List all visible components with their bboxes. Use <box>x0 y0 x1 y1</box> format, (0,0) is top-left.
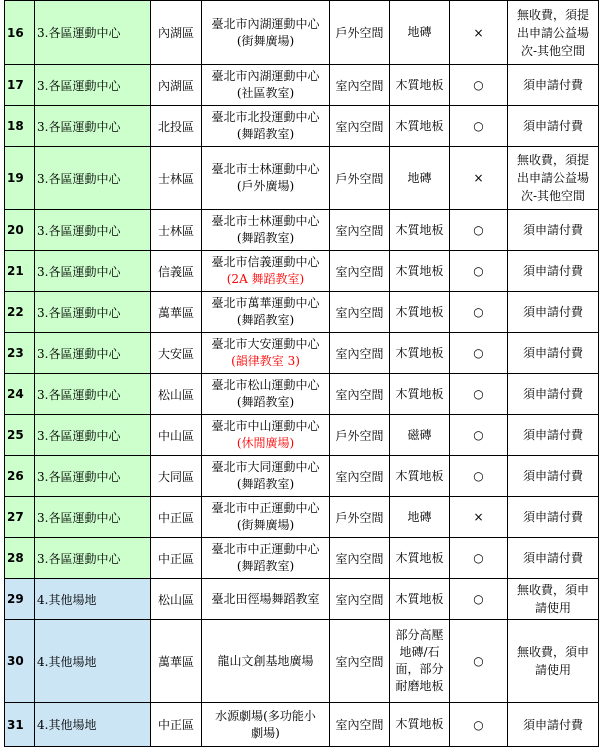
space-type-cell: 室內空間 <box>330 251 390 292</box>
row-number: 26 <box>5 456 35 497</box>
note-cell: 須申請付費 <box>508 415 599 456</box>
table-row <box>5 147 599 210</box>
row-number: 21 <box>5 251 35 292</box>
venue-name-line1: 臺北市北投運動中心 <box>211 110 320 124</box>
category-cell: 3.各區運動中心 <box>35 210 151 251</box>
table-row <box>5 703 599 747</box>
table-row <box>5 415 599 456</box>
venue-name-line2: (舞蹈教室) <box>236 395 295 409</box>
note-line2: 請使用 <box>534 601 571 615</box>
venue-name-cell <box>202 1 330 65</box>
space-type-cell: 戶外空間 <box>330 497 390 538</box>
district-cell: 萬華區 <box>151 292 202 333</box>
category-cell: 3.各區運動中心 <box>35 292 151 333</box>
venue-name-cell <box>202 147 330 210</box>
row-number: 31 <box>5 703 35 747</box>
venue-name-cell: 龍山文創基地廣場 <box>202 620 330 703</box>
row-number: 27 <box>5 497 35 538</box>
note-line1: 無收費，須申 <box>516 583 589 597</box>
table-row <box>5 251 599 292</box>
note-cell: 須申請付費 <box>508 292 599 333</box>
floor-cell: 木質地板 <box>390 538 450 579</box>
availability-mark: ○ <box>450 65 508 106</box>
district-cell: 中正區 <box>151 703 202 747</box>
venue-name-line1: 水源劇場(多功能小 <box>215 708 316 723</box>
space-type-cell: 室內空間 <box>330 620 390 703</box>
venue-name-cell <box>202 251 330 292</box>
row-number: 30 <box>5 620 35 703</box>
availability-mark: × <box>450 497 508 538</box>
floor-cell: 木質地板 <box>390 333 450 374</box>
district-cell: 士林區 <box>151 147 202 210</box>
venue-name-line1: 臺北市大安運動中心 <box>211 337 320 351</box>
floor-line1: 部分高壓 <box>395 628 444 642</box>
table-row <box>5 1 599 65</box>
venue-name-line1: 臺北市信義運動中心 <box>211 255 320 269</box>
table-row <box>5 620 599 703</box>
district-cell: 士林區 <box>151 210 202 251</box>
venue-name-cell <box>202 333 330 374</box>
venue-name-line2: (舞蹈教室) <box>236 313 295 327</box>
venue-name-line2: (休閒廣場) <box>236 436 295 450</box>
venue-name-line1: 臺北市萬華運動中心 <box>211 296 320 310</box>
venue-name-line2: (舞蹈教室) <box>236 559 295 573</box>
category-cell: 3.各區運動中心 <box>35 106 151 147</box>
availability-mark: ○ <box>450 251 508 292</box>
floor-cell: 磁磚 <box>390 415 450 456</box>
floor-cell <box>390 620 450 703</box>
availability-mark: ○ <box>450 703 508 747</box>
floor-cell: 木質地板 <box>390 456 450 497</box>
venue-name-line1: 臺北市大同運動中心 <box>211 460 320 474</box>
venue-name-cell <box>202 497 330 538</box>
row-number: 23 <box>5 333 35 374</box>
floor-cell: 木質地板 <box>390 703 450 747</box>
venue-name-cell <box>202 292 330 333</box>
note-cell: 須申請付費 <box>508 374 599 415</box>
note-cell: 須申請付費 <box>508 106 599 147</box>
category-cell: 4.其他場地 <box>35 620 151 703</box>
space-type-cell: 室內空間 <box>330 456 390 497</box>
venue-name-line1: 臺北市中正運動中心 <box>211 501 320 515</box>
table-row <box>5 106 599 147</box>
venue-table <box>4 0 599 747</box>
floor-cell: 木質地板 <box>390 106 450 147</box>
note-cell: 須申請付費 <box>508 210 599 251</box>
venue-name-line1: 臺北市士林運動中心 <box>211 162 320 176</box>
space-type-cell: 戶外空間 <box>330 147 390 210</box>
category-cell: 4.其他場地 <box>35 703 151 747</box>
note-cell <box>508 147 599 210</box>
district-cell: 萬華區 <box>151 620 202 703</box>
table-row <box>5 456 599 497</box>
venue-name-line2: 劇場) <box>251 725 280 740</box>
table-row <box>5 538 599 579</box>
note-cell: 須申請付費 <box>508 497 599 538</box>
venue-name-line2: (舞蹈教室) <box>236 231 295 245</box>
floor-cell: 木質地板 <box>390 579 450 620</box>
category-cell: 3.各區運動中心 <box>35 333 151 374</box>
floor-line2: 地磚/石 <box>399 645 440 659</box>
category-cell: 3.各區運動中心 <box>35 147 151 210</box>
district-cell: 中山區 <box>151 415 202 456</box>
space-type-cell: 戶外空間 <box>330 415 390 456</box>
availability-mark: × <box>450 1 508 65</box>
row-number: 28 <box>5 538 35 579</box>
availability-mark: ○ <box>450 106 508 147</box>
category-cell: 3.各區運動中心 <box>35 538 151 579</box>
venue-name-line2: (街舞廣場) <box>236 518 295 532</box>
availability-mark: ○ <box>450 333 508 374</box>
note-cell <box>508 1 599 65</box>
venue-name-line2: (戶外廣場) <box>236 179 295 193</box>
floor-cell: 地磚 <box>390 497 450 538</box>
venue-name-line1: 臺北市內湖運動中心 <box>211 16 320 31</box>
table-row <box>5 579 599 620</box>
category-cell: 3.各區運動中心 <box>35 1 151 65</box>
category-cell: 3.各區運動中心 <box>35 374 151 415</box>
availability-mark: ○ <box>450 579 508 620</box>
floor-line4: 耐磨地板 <box>395 679 444 693</box>
note-line2: 出申請公益場 <box>516 171 589 185</box>
note-line3: 次-其他空間 <box>520 43 586 58</box>
venue-name-line1: 臺北市中山運動中心 <box>211 419 320 433</box>
venue-name-line2: (舞蹈教室) <box>236 477 295 491</box>
row-number: 22 <box>5 292 35 333</box>
row-number: 25 <box>5 415 35 456</box>
venue-name-line1: 臺北市內湖運動中心 <box>211 69 320 83</box>
venue-name-cell <box>202 538 330 579</box>
venue-name-cell <box>202 106 330 147</box>
availability-mark: ○ <box>450 210 508 251</box>
venue-name-line2: (韻律教室 3) <box>231 354 300 368</box>
row-number: 16 <box>5 1 35 65</box>
table-row <box>5 65 599 106</box>
district-cell: 大安區 <box>151 333 202 374</box>
availability-mark: ○ <box>450 374 508 415</box>
note-cell: 須申請付費 <box>508 456 599 497</box>
district-cell: 松山區 <box>151 579 202 620</box>
category-cell: 3.各區運動中心 <box>35 497 151 538</box>
district-cell: 內湖區 <box>151 65 202 106</box>
note-line1: 無收費，須提 <box>516 153 589 167</box>
space-type-cell: 室內空間 <box>330 579 390 620</box>
floor-cell: 木質地板 <box>390 251 450 292</box>
table-row <box>5 292 599 333</box>
district-cell: 中正區 <box>151 497 202 538</box>
note-line2: 出申請公益場 <box>516 25 589 40</box>
space-type-cell: 室內空間 <box>330 333 390 374</box>
district-cell: 內湖區 <box>151 1 202 65</box>
row-number: 17 <box>5 65 35 106</box>
availability-mark: × <box>450 147 508 210</box>
venue-name-cell <box>202 65 330 106</box>
space-type-cell: 室內空間 <box>330 703 390 747</box>
district-cell: 北投區 <box>151 106 202 147</box>
note-line1: 無收費，須申 <box>516 645 589 659</box>
venue-name-line1: 臺北市松山運動中心 <box>211 378 320 392</box>
availability-mark: ○ <box>450 620 508 703</box>
note-cell <box>508 579 599 620</box>
space-type-cell: 室內空間 <box>330 538 390 579</box>
venue-name-cell <box>202 374 330 415</box>
availability-mark: ○ <box>450 292 508 333</box>
floor-cell: 木質地板 <box>390 210 450 251</box>
floor-line3: 面，部分 <box>395 662 444 676</box>
category-cell: 4.其他場地 <box>35 579 151 620</box>
space-type-cell: 室內空間 <box>330 106 390 147</box>
category-cell: 3.各區運動中心 <box>35 415 151 456</box>
venue-name-line1: 臺北市中正運動中心 <box>211 542 320 556</box>
venue-name-line2: (街舞廣場) <box>236 33 295 48</box>
note-cell: 須申請付費 <box>508 538 599 579</box>
row-number: 18 <box>5 106 35 147</box>
availability-mark: ○ <box>450 456 508 497</box>
space-type-cell: 室內空間 <box>330 65 390 106</box>
note-line3: 次-其他空間 <box>520 189 586 203</box>
venue-name-cell <box>202 415 330 456</box>
space-type-cell: 室內空間 <box>330 292 390 333</box>
floor-cell: 地磚 <box>390 147 450 210</box>
venue-name-line2: (舞蹈教室) <box>236 127 295 141</box>
district-cell: 松山區 <box>151 374 202 415</box>
space-type-cell: 戶外空間 <box>330 1 390 65</box>
note-line1: 無收費，須提 <box>516 7 589 22</box>
floor-cell: 地磚 <box>390 1 450 65</box>
category-cell: 3.各區運動中心 <box>35 65 151 106</box>
floor-cell: 木質地板 <box>390 65 450 106</box>
venue-name-line1: 臺北市士林運動中心 <box>211 214 320 228</box>
floor-cell: 木質地板 <box>390 374 450 415</box>
district-cell: 信義區 <box>151 251 202 292</box>
availability-mark: ○ <box>450 415 508 456</box>
space-type-cell: 室內空間 <box>330 374 390 415</box>
row-number: 29 <box>5 579 35 620</box>
venue-name-line2: (社區教室) <box>236 86 295 100</box>
row-number: 20 <box>5 210 35 251</box>
table-row <box>5 333 599 374</box>
availability-mark: ○ <box>450 538 508 579</box>
table-row <box>5 374 599 415</box>
note-cell: 須申請付費 <box>508 251 599 292</box>
note-cell: 須申請付費 <box>508 703 599 747</box>
table-row <box>5 210 599 251</box>
venue-name-line2: (2A 舞蹈教室) <box>226 272 305 286</box>
note-line2: 請使用 <box>534 663 571 677</box>
floor-cell: 木質地板 <box>390 292 450 333</box>
venue-name-cell <box>202 703 330 747</box>
row-number: 19 <box>5 147 35 210</box>
table-row <box>5 497 599 538</box>
venue-name-cell: 臺北田徑場舞蹈教室 <box>202 579 330 620</box>
category-cell: 3.各區運動中心 <box>35 456 151 497</box>
row-number: 24 <box>5 374 35 415</box>
venue-name-cell <box>202 456 330 497</box>
venue-name-cell <box>202 210 330 251</box>
district-cell: 大同區 <box>151 456 202 497</box>
category-cell: 3.各區運動中心 <box>35 251 151 292</box>
note-cell: 須申請付費 <box>508 333 599 374</box>
note-cell: 須申請付費 <box>508 65 599 106</box>
district-cell: 中正區 <box>151 538 202 579</box>
space-type-cell: 室內空間 <box>330 210 390 251</box>
note-cell <box>508 620 599 703</box>
